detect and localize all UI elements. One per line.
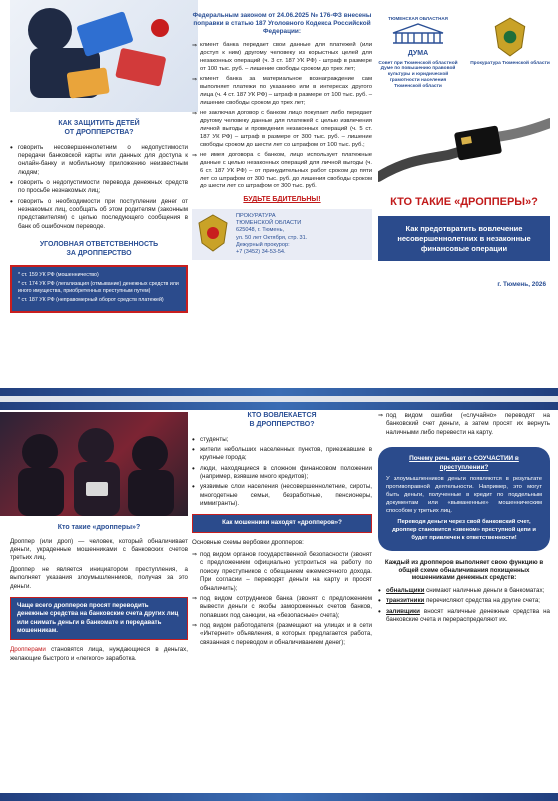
article-187: * ст. 187 УК РФ (неправомерный оборот средств платежей) (18, 297, 164, 304)
who-title: Кто такие «дропперы»? (57, 524, 141, 531)
duma-logo-word: ДУМА (407, 50, 429, 58)
prosecutor-contacts (192, 209, 372, 261)
complicity-warning: Переводя деньги через свой банковский счет, дроппер становится «звеном» преступной цепи и будет привлечен к ответственности! (392, 519, 536, 542)
who-paragraph: Дроппер не является инициатором преступления, а выполняет указания злоумышленников, получая за это деньги. (10, 565, 188, 590)
column-left (10, 0, 188, 384)
duma-logo (378, 16, 458, 89)
list-item (378, 597, 550, 605)
address-line: ул. 50 лет Октября, стр. 31. (236, 234, 308, 241)
involved-list (192, 436, 372, 509)
list-item: ⇒ не имея договора с банком, лицо использует платежные данные с целью незаконных операций для личной выгоды (ч. 6 ст. 187 УК РФ) – от принудительных работ сроком до пяти лет со штрафом от 300 тыс. руб. до лишения свободы сроком до шести лет со штрафом от 300 тыс. руб. (192, 152, 372, 192)
law-list (192, 42, 372, 191)
cover-banner: Как предотвратить вовлечение несовершеннолетних в незаконные финансовые операции (378, 216, 550, 261)
top-band (0, 402, 558, 410)
list-item: • уязвимые слои населения (несовершеннолетние, сироты, многодетные семьи, безработные, пенсионеры, иммигранты). (192, 483, 372, 508)
how-protect-title: КАК ЗАЩИТИТЬ ДЕТЕЙ ОТ ДРОППЕРСТВА? (58, 120, 140, 136)
column-right (378, 12, 550, 384)
list-item: ⇒ под видом работодателя (размещают на улицах и в сети «Интернет» объявления, в которых предлагается работа, связанная с переводом и обналичиванием денег); (192, 622, 372, 647)
functions-list (378, 587, 550, 624)
page-front (0, 0, 558, 396)
city-year: г. Тюмень, 2026 (497, 281, 546, 289)
duma-caption: Совет при Тюменской областной Думе по повышению правовой культуры и юридической грамотности населения Тюменской области (378, 60, 458, 89)
prosecutor-emblem-icon (492, 16, 528, 58)
bottom-band (0, 793, 558, 801)
article-159: * ст. 159 УК РФ (мошенничество) (18, 271, 99, 278)
role-desc: снимают наличные деньги в банкоматах; (424, 587, 545, 595)
be-vigilant: БУДЬТЕ БДИТЕЛЬНЫ! (243, 196, 321, 204)
how-find-box: Как мошенники находят «дропперов»? (192, 514, 372, 532)
logos (378, 12, 550, 93)
list-item: ⇒ под видом ошибки («случайно» переводят на банковский счет деньги, а затем просят их вернуть наличными либо перевести на карту. (378, 412, 550, 437)
duma-logo-top: ТЮМЕНСКАЯ ОБЛАСТНАЯ (388, 16, 448, 21)
who-paragraph-rest: становятся лица, нуждающиеся в деньгах, желающие быстрого и «легкого» заработка. (10, 646, 188, 662)
address-line: ТЮМЕНСКОЙ ОБЛАСТИ (236, 220, 302, 227)
role-name: транзитники (386, 597, 425, 605)
functions-title: Каждый из дропперов выполняет свою функцию в общей схеме обналичивания похищенных мошенниками денежных средств: (384, 558, 544, 582)
hacker-illustration (10, 0, 198, 112)
phone: +7 (3452) 34-53-54. (236, 249, 286, 256)
who-paragraph (10, 646, 188, 663)
complicity-box (378, 447, 550, 551)
list-item: • студенты; (192, 436, 372, 444)
droppers-highlight: Дропперами (10, 646, 46, 654)
column-right (378, 412, 550, 787)
hooded-people-photo (0, 412, 188, 516)
list-item (378, 587, 550, 595)
duma-building-icon (388, 21, 448, 47)
column-middle (192, 412, 372, 787)
law-title: Федеральным законом от 24.06.2025 № 176-ФЗ внесены поправки в статью 187 Уголовного Кодекса Российской Федерации: (192, 12, 372, 35)
list-item: • говорить несовершеннолетним о недопустимости передачи банковской карты или данных для доступа к онлайн-банку и мобильному приложению неизвестным людям; (10, 144, 188, 177)
card-hands-illustration (378, 99, 550, 191)
responsibility-box (10, 265, 188, 314)
droppers-title: КТО ТАКИЕ «ДРОППЕРЫ»? (390, 196, 538, 209)
how-protect-list (10, 144, 188, 232)
page-back (0, 402, 558, 801)
list-item: ⇒ клиент банка передает свои данные для платежей (или доступ к ним) другому человеку из корыстных целей для незаконных операций (ч. 3 ст. 187 УК РФ) - штраф в размере от 100 тыс. руб. – лишение свободы сроком до трех лет; (192, 42, 372, 74)
list-item (378, 608, 550, 625)
prosecutor-caption: Прокуратура Тюменской области (470, 60, 550, 66)
role-desc: перечисляют средства на другие счета; (424, 597, 541, 605)
list-item: • жители небольших населенных пунктов, приезжавшие в крупные города; (192, 446, 372, 463)
prosecutor-emblem-icon (196, 213, 230, 253)
column-left (10, 412, 188, 787)
schemes-list (192, 551, 372, 647)
list-item: • говорить о необходимости при поступлении денег от незнакомых лиц, сообщать об этом родителям (законным представителям) с целью последующего сообщения в банк об ошибочном переводе. (10, 198, 188, 231)
who-paragraph: Дроппер (или дроп) — человек, который обналичивает деньги, украденные мошенниками с банковских счетов третьих лиц. (10, 537, 188, 562)
role-name: заливщики (386, 607, 420, 615)
complicity-question: Почему речь идет о СОУЧАСТИИ в преступлении? (409, 455, 519, 471)
list-item: ⇒ под видом сотрудников банка (звонят с предложением вывести деньги с якобы замороженных счетов банков, попавших под санкции, на «безопасные» счета); (192, 595, 372, 620)
error-scheme (378, 412, 550, 437)
article-174: * ст. 174 УК РФ (легализация (отмывание) денежных средств или иного имущества, приобретенных преступным путем) (18, 280, 179, 294)
complicity-text: У злоумышленников деньги появляются в результате противоправной деятельности. Например, это могут быть деньги, полученные в кредит по поддельным документам или «выманенные» мошенническим способом у третьих лиц. (386, 476, 542, 514)
column-middle (192, 12, 372, 384)
list-item: ⇒ клиент банка за материальное вознаграждение сам выполняет платежи по указанию или в интересах другого лица (ч. 4 ст. 187 УК РФ) – штраф в размере от 100 тыс. руб. – лишение свободы сроком до трех лет; (192, 76, 372, 108)
role-desc: вносят наличные денежные средства на банковские счета и перераспределяют их. (386, 607, 550, 624)
address-line: 625048, г. Тюмень, (236, 227, 285, 234)
responsibility-title: УГОЛОВНАЯ ОТВЕТСТВЕННОСТЬ ЗА ДРОППЕРСТВО (39, 241, 159, 257)
list-item: • люди, находящиеся в сложном финансовом положении (например, взявшие много кредитов); (192, 465, 372, 482)
address-line: Дежурный прокурор: (236, 241, 290, 248)
schemes-title: Основные схемы вербовки дропперов: (192, 538, 304, 546)
address-line: ПРОКУРАТУРА (236, 212, 276, 219)
involved-title: КТО ВОВЛЕКАЕТСЯ В ДРОППЕРСТВО? (247, 412, 317, 428)
most-often-box: Чаще всего дропперов просят переводить денежные средства на банковские счета других лиц или снимать деньги в банкомате и передавать мошенникам. (10, 597, 188, 640)
list-item: ⇒ не заключая договор с банком лицо покупает либо передает другому человеку данные для платежей с целью извлечения личной выгоды и проведения незаконных операций (ч. 5 ст. 187 УК РФ) – штраф в размере от 300 тыс. руб. – лишение свободы сроком до шести лет со штрафом от 100 тыс. руб.; (192, 110, 372, 150)
list-item: ⇒ под видом органов государственной безопасности (звонят с предложением официально устроиться на работу по поиску преступников с обещанием ежемесячного дохода. При согласии – переводят деньги на карту и просят обналичить); (192, 551, 372, 593)
bottom-band (0, 388, 558, 396)
role-name: обнальщики (386, 587, 425, 595)
prosecutor-logo (470, 16, 550, 89)
list-item: • говорить о недопустимости перевода денежных средств по просьбе незнакомых лиц; (10, 179, 188, 196)
